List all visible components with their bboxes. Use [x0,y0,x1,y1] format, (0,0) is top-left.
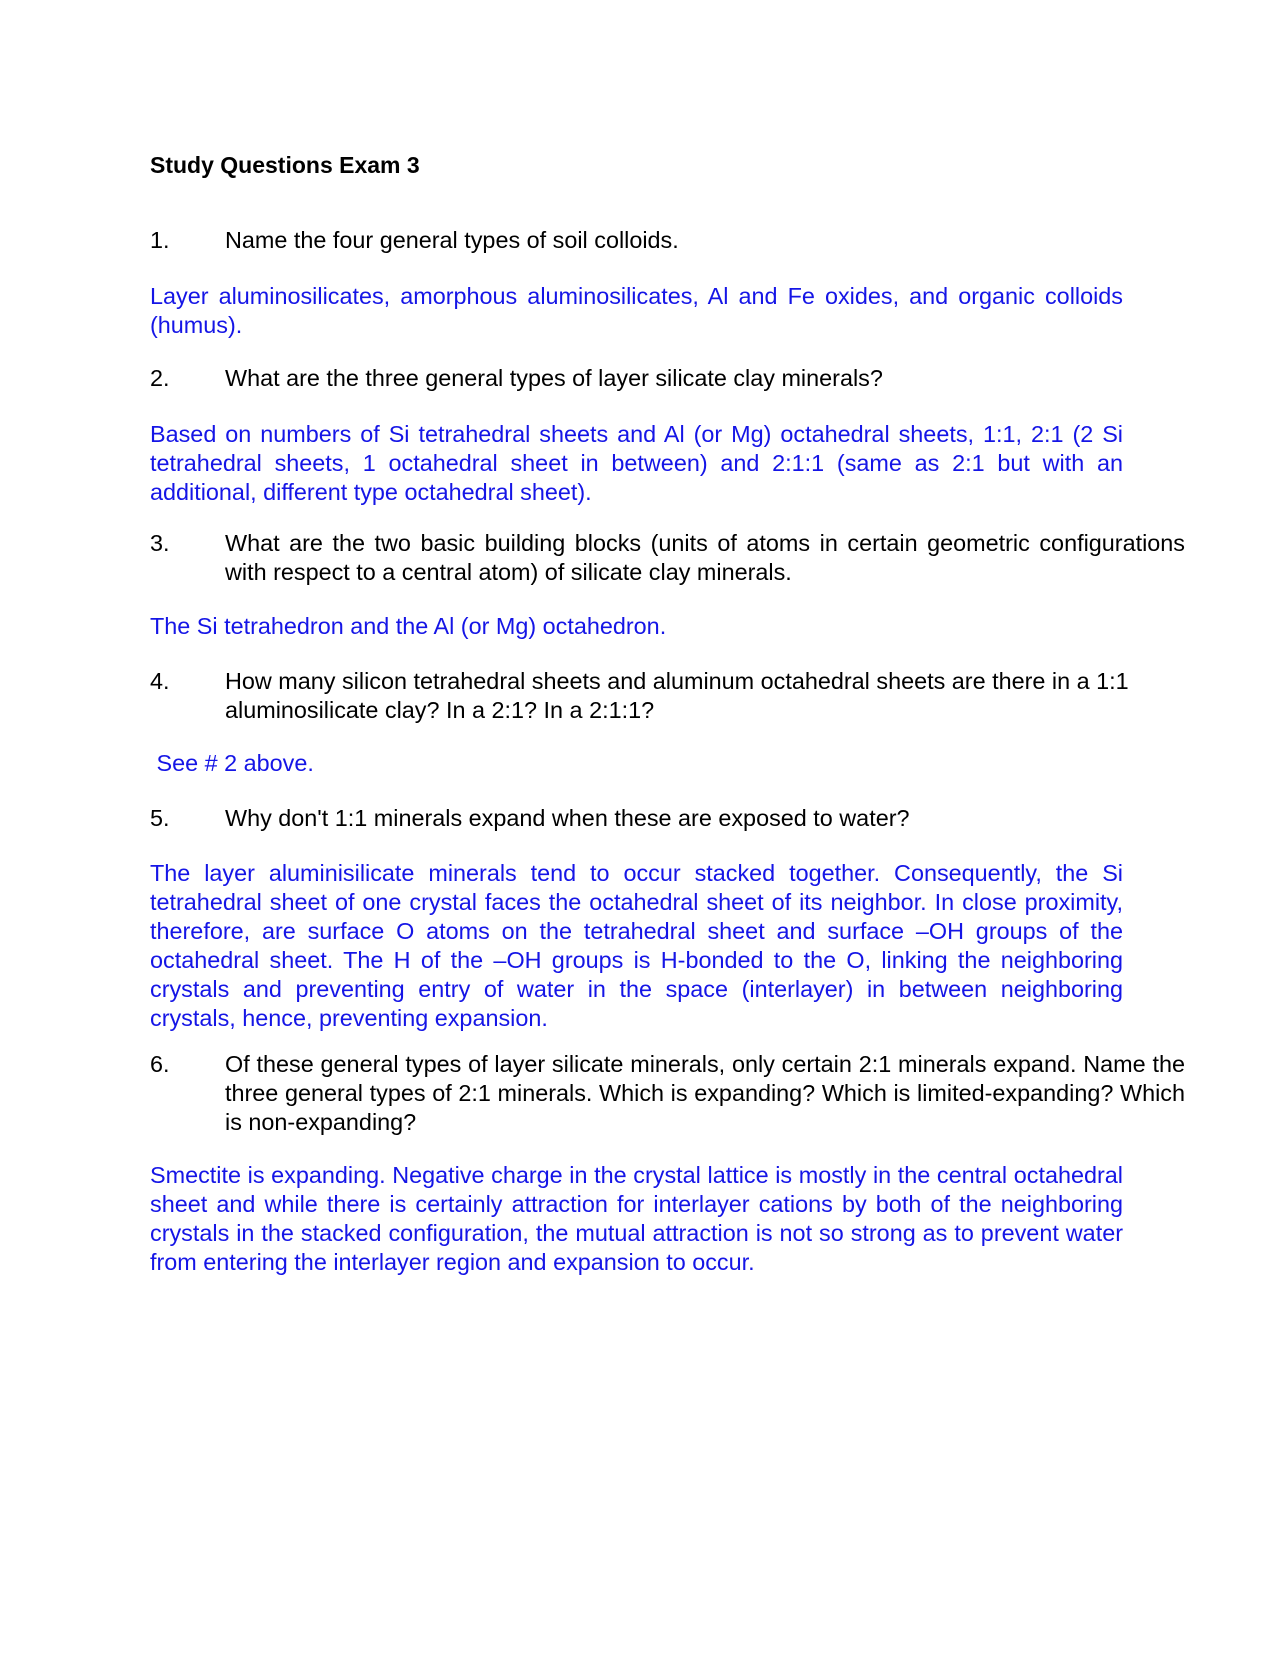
answer-5: The layer aluminisilicate minerals tend to occur stacked together. Consequently, the Si tetrahedral sheet of one crystal faces the octahedral sheet of its neighbor. In close proximity, therefore, are surface O atoms on the tetrahedral sheet and surface –OH groups of the octahedral sheet. The H of the –OH groups is H-bonded to the O, linking the neighboring crystals and preventing entry of water in the space (interlayer) in between neighboring crystals, hence, preventing expansion. [150,860,1123,1031]
answer-6: Smectite is expanding. Negative charge in the crystal lattice is mostly in the central octahedral sheet and while there is certainly attraction for interlayer cations by both of the neighboring crystals in the stacked configuration, the mutual attraction is not so strong as to prevent water from entering the interlayer region and expansion to occur. [150,1162,1123,1275]
question-text: What are the three general types of layer silicate clay minerals? [225,365,883,391]
answer-4: See # 2 above. [150,750,314,776]
answer-2: Based on numbers of Si tetrahedral sheets and Al (or Mg) octahedral sheets, 1:1, 2:1 (2 Si tetrahedral sheets, 1 octahedral sheet in between) and 2:1:1 (same as 2:1 but with an additional, different type octahedral sheet). [150,421,1123,505]
question-number: 2. [150,365,170,391]
answer-1: Layer aluminosilicates, amorphous aluminosilicates, Al and Fe oxides, and organic colloids (humus). [150,283,1123,338]
question-text: Of these general types of layer silicate minerals, only certain 2:1 minerals expand. Name the three general types of 2:1 minerals. Which is expanding? Which is limited-expanding? Which is non-expanding? [225,1051,1185,1135]
answer-3: The Si tetrahedron and the Al (or Mg) octahedron. [150,613,667,639]
question-number: 6. [150,1051,170,1077]
question-number: 5. [150,805,170,831]
page-title: Study Questions Exam 3 [150,152,420,178]
question-6 [150,1050,1185,1137]
question-1 [150,226,1153,255]
question-text: What are the two basic building blocks (units of atoms in certain geometric configurations with respect to a central atom) of silicate clay minerals. [225,530,1185,585]
question-5 [150,804,1153,833]
question-number: 1. [150,227,170,253]
question-number: 3. [150,530,170,556]
question-text: How many silicon tetrahedral sheets and aluminum octahedral sheets are there in a 1:1 aluminosilicate clay? In a 2:1? In a 2:1:1? [225,668,1129,723]
question-text: Name the four general types of soil colloids. [225,227,679,253]
question-text: Why don't 1:1 minerals expand when these are exposed to water? [225,805,910,831]
question-3 [150,529,1185,587]
question-4 [150,667,1153,725]
question-2 [150,364,1153,393]
question-number: 4. [150,668,170,694]
